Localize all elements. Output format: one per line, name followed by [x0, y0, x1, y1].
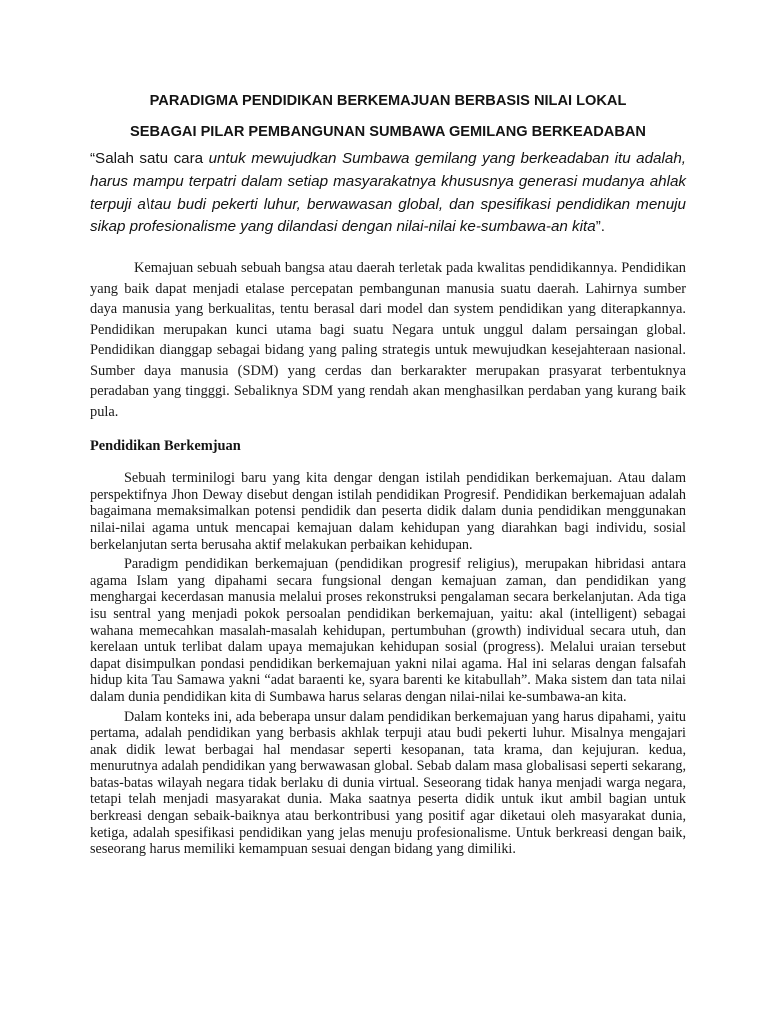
opening-quote: [90, 148, 686, 239]
section-paragraph-1: Sebuah terminilogi baru yang kita dengar dengan istilah pendidikan berkemajuan. Atau dalam perspektifnya Jhon Deway disebut dengan istilah pendidikan Progresif. Pendidikan berkemajuan adalah bagaimana memaksimalkan potensi pendidik dan peserta didik dalam dunia pendidikan menggunakan nilai-nilai agama untuk mencapai kemajuan dalam kehidupan yang diarahkan bagi individu, sosial berkelanjutan serta berusaha aktif melakukan perbaikan kehidupan.: [90, 470, 686, 553]
section-paragraph-2: Paradigm pendidikan berkemajuan (pendidikan progresif religius), merupakan hibridasi antara agama Islam yang dipahami secara fungsional dengan kemajuan zaman, dan pendidikan yang menghargai kecerdasan manusia melalui proses rekonstruksi pengalaman secara berkelanjutan. Ada tiga isu sentral yang menjadi pokok persoalan pendidikan berkemajuan, yaitu: akal (intelligent) sebagai wahana memecahkan masalah-masalah kehidupan, pertumbuhan (growth) individual secara utuh, dan kerelaan untuk terlibat dalam upaya memajukan kehidupan sosial (progress). Melalui uraian tersebut dapat disimpulkan pondasi pendidikan berkemajuan yakni nilai agama. Hal ini selaras dengan falsafah hidup kita Tau Samawa yakni “adat baraenti ke, syara barenti ke kitabullah”. Maka sistem dan tata nilai dalam dunia pendidikan kita di Sumbawa harus selaras dengan nilai-nilai ke-sumbawa-an kita.: [90, 556, 686, 705]
quote-open: “Salah satu cara: [90, 150, 209, 167]
document-title-line-1: PARADIGMA PENDIDIKAN BERKEMAJUAN BERBASIS NILAI LOKAL: [149, 93, 627, 109]
section-paragraph-3: Dalam konteks ini, ada beberapa unsur dalam pendidikan berkemajuan yang harus dipahami, yaitu pertama, adalah pendidikan yang berbasis akhlak terpuji atau budi pekerti luhur. Misalnya mengajari anak didik lewat berbagai hal mendasar seperti kesopanan, tata krama, dan kejujuran. kedua, menurutnya adalah pendidikan yang berwawasan global. Sebab dalam masa globalisasi seperti sekarang, batas-batas wilayah negara tidak berlaku di dunia virtual. Seseorang tidak hanya menjadi warga negara, tetapi telah menjadi masyarakat dunia. Maka saatnya peserta didik untuk ikut ambil bagian untuk berkreasi dengan sebaik-baiknya atau berkontribusi yang positif agar diketaui oleh masyarakat dunia, ketiga, adalah spesifikasi pendidikan yang jelas menuju profesionalisme. Untuk berkreasi dengan baik, seseorang harus memiliki kemampuan sesuai dengan bidang yang dimiliki.: [90, 708, 686, 858]
section-heading: Pendidikan Berkemjuan: [90, 438, 241, 455]
quote-italic-text: untuk mewujudkan Sumbawa gemilang yang berkeadaban itu adalah, harus mampu terpatri dalam setiap masyarakatnya khususnya generasi mudanya ahlak terpuji a\tau budi pekerti luhur, berwawasan global, dan spesifikasi pendidikan menuju sikap profesionalisme yang dilandasi dengan nilai-nilai ke-sumbawa-an kita: [90, 150, 686, 236]
intro-paragraph: Kemajuan sebuah sebuah bangsa atau daerah terletak pada kwalitas pendidikannya. Pendidikan yang baik dapat menjadi etalase percepatan pembangunan manusia suatu daerah. Lahirnya sumber daya manusia yang berkualitas, tentu berasal dari model dan system pendidikan yang diterapkannya. Pendidikan merupakan kunci utama bagi suatu Negara untuk unggul dalam persaingan global. Pendidikan dianggap sebagai bidang yang paling strategis untuk mewujudkan kesejahteraan nasional. Sumber daya manusia (SDM) yang cerdas dan berkarakter merupakan prasyarat terbentuknya peradaban yang tingggi. Sebaliknya SDM yang rendah akan menghasilkan perdaban yang kurang baik pula.: [90, 260, 686, 420]
quote-close: ”.: [595, 218, 605, 236]
document-title-line-2: SEBAGAI PILAR PEMBANGUNAN SUMBAWA GEMILANG BERKEADABAN: [130, 124, 646, 140]
